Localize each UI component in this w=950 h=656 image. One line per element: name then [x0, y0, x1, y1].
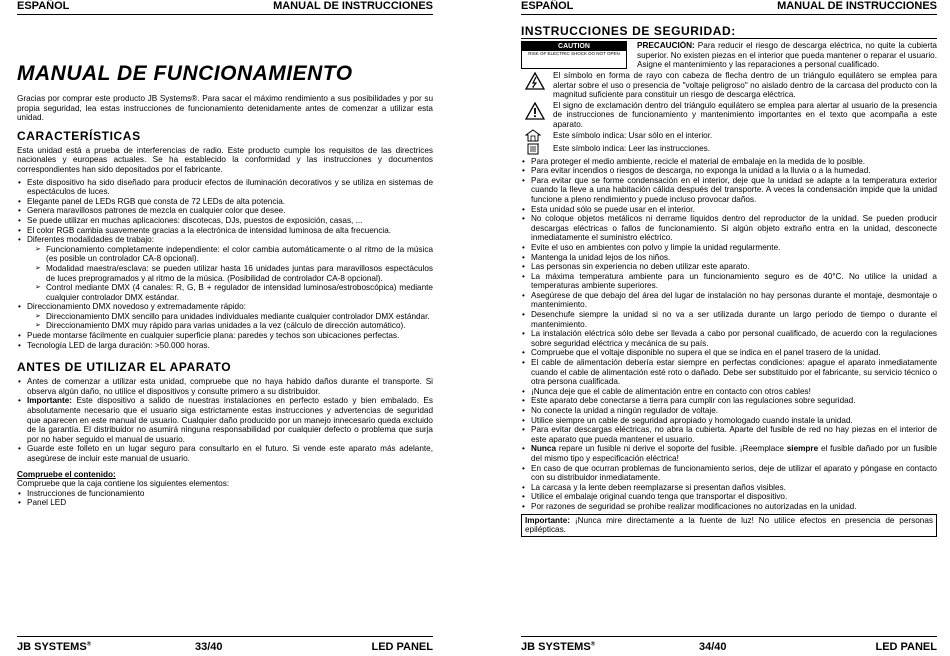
indoor-symbol-text: Este símbolo indica: Usar sólo en el interior. [553, 130, 713, 140]
list-item: ➢ Modalidad maestra/esclava: se pueden utilizar hasta 16 unidades juntas para maravillosos espectáculos de luces preprogramados y al ritmo de la música. (Posibilidad de controlador CA-8 opcional). [46, 264, 433, 283]
header-language: ESPAÑOL [17, 0, 70, 12]
page-header [521, 0, 937, 15]
list-item: • Nunca repare un fusible ni derive el soporte del fusible. ¡Reemplace siempre el fusible dañado por un fusible del mismo tipo y especificación eléctrica! [531, 444, 937, 463]
page-footer [521, 636, 937, 656]
page-left [17, 0, 433, 654]
check-contents-list [17, 489, 433, 508]
caution-label-graphic [521, 41, 627, 69]
list-item: • Guarde este folleto en un lugar seguro para consultarlo en el futuro. Si vende este aparato más adelante, asegúrese de incluir este manual de usuario. [27, 444, 433, 463]
footer-product: LED PANEL [371, 641, 433, 653]
list-item: • Por razones de seguridad se prohíbe realizar modificaciones no autorizadas en la unidad. [531, 502, 937, 512]
read-instructions-text: Este símbolo indica: Leer las instrucciones. [553, 143, 711, 153]
list-item: • Antes de comenzar a utilizar esta unidad, compruebe que no haya habido daños durante el transporte. Si observa algún daño, no utilice el dispositivos y consulte primero a su distribuidor. [27, 377, 433, 396]
modes-list [27, 245, 433, 303]
svg-text:i: i [537, 142, 540, 150]
check-contents-intro: Compruebe que la caja contiene los siguientes elementos: [17, 479, 230, 489]
page-right [521, 0, 937, 654]
dmx-label: Direccionamiento DMX novedoso y extremadamente rápido: [27, 302, 246, 312]
list-item: • Para evitar descargas eléctricas, no abra la cubierta. Aparte del fusible de red no hay piezas en el interior de este aparato que pueda mantener el usuario. [531, 425, 937, 444]
list-item: • Para evitar que se forme condensación en el interior, deje que la unidad se adapte a la temperatura exterior cuando la lleve a una habitación cálida después del transporte. A veces la condensación impide que la unidad funcione a pleno rendimiento y puede incluso provocar daños. [531, 176, 937, 205]
important-text: Este dispositivo a salido de nuestras instalaciones en perfecto estado y bien embalado. Es absolutamente necesario que el usuario siga estrictamente estas instrucciones y advertencias de seguridad que aparecen en este manual de usuario. Cualquier daño producido por un manejo innecesario queda excluido de la garantía. El distribuidor no asumirá ninguna responsabilidad por cualquier defecto o problema que surja por no haber seguido el manual de usuario. [27, 396, 433, 444]
intro-paragraph: Gracias por comprar este producto JB Systems®. Para sacar el máximo rendimiento a sus posibilidades y por su propia seguridad, lea estas instrucciones de funcionamiento detenidamente antes de comenzar a utilizar esta unidad. [17, 94, 433, 123]
list-item: • El cable de alimentación debería estar siempre en perfectas condiciones: apague el aparato inmediatamente cuando el cable de alimentación esté roto o dañado. Debe ser substituido por el fabricante, su servicio técnico o otra persona cualificada. [531, 358, 937, 387]
document-title: MANUAL DE FUNCIONAMIENTO [17, 62, 353, 85]
list-item: • No coloque objetos metálicos ni derrame líquidos dentro del reproductor de la unidad. Se pueden producir descargas eléctricas o fallos de funcionamiento. Si algún objeto extraño entra en la unidad, desconecte inmediatamente el suministro eléctrico. [531, 214, 937, 243]
read-instructions-row [521, 144, 937, 156]
list-item: • Este aparato debe conectarse a tierra para cumplir con las regulaciones sobre seguridad. [531, 396, 937, 406]
list-item: • Para proteger el medio ambiente, recicle el material de embalaje en la medida de lo posible. [531, 157, 937, 167]
list-item: • Para evitar incendios o riesgos de descarga, no exponga la unidad a la lluvia o a la humedad. [531, 166, 937, 176]
list-item: • Compruebe que el voltaje disponible no supera el que se indica en el panel trasero de la unidad. [531, 348, 937, 358]
list-item: • ¡Nunca deje que el cable de alimentación entre en contacto con otros cables! [531, 387, 937, 397]
list-item: • El color RGB cambia suavemente gracias a la electrónica de intensidad luminosa de alta frecuencia. [27, 226, 433, 236]
features-heading: CARACTERÍSTICAS [17, 128, 141, 143]
before-use-heading: ANTES DE UTILIZAR EL APARATO [17, 360, 232, 375]
list-item [27, 235, 433, 302]
page-footer [17, 636, 433, 656]
lightning-symbol-text: El símbolo en forma de rayo con cabeza de flecha dentro de un triángulo equilátero se emplea para alertar sobre el uso o presencia de "voltaje peligroso" no aislado dentro de la carcasa del producto con la magnitud suficiente para constituir un riesgo de descarga eléctrica. [553, 71, 937, 100]
important-label: Importante: [525, 515, 571, 525]
precaution-text: Para reducir el riesgo de descarga eléctrica, no quite la cubierta superior. No existen piezas en el interior que pueda mantener o reparar el usuario. Asigne el mantenimiento y las reparaciones a personal cualificado. [637, 41, 937, 70]
list-item: • Genera maravillosos patrones de mezcla en cualquier color que desee. [27, 206, 433, 216]
dmx-list [27, 312, 433, 331]
list-item: • En caso de que ocurran problemas de funcionamiento serios, deje de utilizar el aparato y póngase en contacto con su distribuidor inmediatamente. [531, 464, 937, 483]
page-body [521, 20, 937, 632]
indoor-use-house-icon [525, 129, 541, 142]
read-instructions-book-icon [525, 142, 541, 155]
header-language: ESPAÑOL [521, 0, 574, 12]
list-item: • La carcasa y la lente deben reemplazarse si presentan daños visibles. [531, 483, 937, 493]
caution-label-title: CAUTION [522, 42, 626, 51]
lightning-warning-icon [525, 72, 545, 90]
exclamation-symbol-row [521, 101, 937, 130]
footer-brand: JB SYSTEMS® [17, 641, 92, 653]
list-item: • Mantenga la unidad lejos de los niños. [531, 253, 937, 263]
list-item: • Esta unidad sólo se puede usar en el interior. [531, 205, 937, 215]
indoor-symbol-row [521, 131, 937, 143]
caution-label-text: RISK OF ELECTRIC SHOCK DO NOT OPEN [528, 51, 620, 56]
footer-page-number: 33/40 [195, 641, 223, 653]
list-item: • Se puede utilizar en muchas aplicaciones: discotecas, DJs, puestos de exposición, casas, ... [27, 216, 433, 226]
modes-label: Diferentes modalidades de trabajo: [27, 235, 154, 245]
list-item: • Panel LED [27, 498, 433, 508]
exclamation-symbol-text: El signo de exclamación dentro del triángulo equilátero se emplea para alertar al usuario de la presencia de instrucciones de funcionamiento y mantenimiento importantes en el texto que acompaña a este aparato. [553, 100, 937, 129]
list-item: • Desenchufe siempre la unidad si no va a ser utilizada durante un largo periodo de tiempo o durante el mantenimiento. [531, 310, 937, 329]
header-title: MANUAL DE INSTRUCCIONES [777, 0, 937, 12]
page-body [17, 20, 433, 632]
list-item: • Este dispositivo ha sido diseñado para producir efectos de iluminación decorativos y se utiliza en sistemas de espectáculos de luces. [27, 178, 433, 197]
before-use-list [17, 377, 433, 463]
list-item [27, 302, 433, 331]
precaution-label: PRECAUCIÓN: [637, 41, 695, 50]
footer-product: LED PANEL [875, 641, 937, 653]
list-item: ➢ Control mediante DMX (4 canales: R, G, B + regulador de intensidad luminosa/estroboscópica) mediante cualquier controlador DMX estándar. [46, 283, 433, 302]
list-item: • Instrucciones de funcionamiento [27, 489, 433, 499]
list-item: ➢ Direccionamiento DMX sencillo para unidades individuales mediante cualquier controlador DMX estándar. [46, 312, 433, 322]
list-item: ➢ Funcionamiento completamente independiente: el color cambia automáticamente o al ritmo de la música (es posible un controlador CA-8 opcional). [46, 245, 433, 264]
safety-list [521, 157, 937, 512]
footer-brand: JB SYSTEMS® [521, 641, 596, 653]
list-item: • No conecte la unidad a ningún regulador de voltaje. [531, 406, 937, 416]
important-label: Importante: [27, 396, 73, 406]
features-intro: Esta unidad está a prueba de interferencias de radio. Este producto cumple los requisitos de las directrices nacionales y europeas actuales. Se ha establecido la conformidad y las instrucciones y documentos correspondientes han sido depositados por el fabricante. [17, 145, 433, 174]
list-item: • Utilice siempre un cable de seguridad apropiado y homologado cuando instale la unidad. [531, 416, 937, 426]
list-item [27, 396, 433, 444]
list-item: • Elegante panel de LEDs RGB que consta de 72 LEDs de alta potencia. [27, 197, 433, 207]
caution-block [521, 41, 937, 70]
list-item: • Evite el uso en ambientes con polvo y limpie la unidad regularmente. [531, 243, 937, 253]
list-item: • Tecnología LED de larga duración: >50.000 horas. [27, 341, 433, 351]
exclamation-warning-icon [525, 102, 545, 120]
list-item: • Asegúrese de que debajo del área del lugar de instalación no hay personas durante el montaje, desmontaje o mantenimiento. [531, 291, 937, 310]
list-item: ➢ Direccionamiento DMX muy rápido para varias unidades a la vez (cálculo de dirección automático). [46, 321, 433, 331]
check-contents-heading: Compruebe el contenido: [17, 469, 116, 479]
list-item: • La instalación eléctrica sólo debe ser llevada a cabo por personal cualificado, de acuerdo con la regulaciones sobre seguridad eléctrica y mecánica de su país. [531, 329, 937, 348]
list-item: • Utilice el embalaje original cuando tenga que transportar el dispositivo. [531, 492, 937, 502]
safety-heading: INSTRUCCIONES DE SEGURIDAD: [521, 24, 937, 39]
lightning-symbol-row [521, 71, 937, 100]
features-list [17, 178, 433, 351]
page-header [17, 0, 433, 15]
important-warning-box [521, 514, 937, 537]
header-title: MANUAL DE INSTRUCCIONES [273, 0, 433, 12]
list-item: • Puede montarse fácilmente en cualquier superficie plana: paredes y techos son ubicaciones perfectas. [27, 331, 433, 341]
list-item: • La máxima temperatura ambiente para un funcionamiento seguro es de 40°C. No utilice la unidad a temperaturas ambiente superiores. [531, 272, 937, 291]
list-item: • Las personas sin experiencia no deben utilizar este aparato. [531, 262, 937, 272]
footer-page-number: 34/40 [699, 641, 727, 653]
important-text: ¡Nunca mire directamente a la fuente de luz! No utilice efectos en presencia de personas epilépticas. [525, 515, 933, 535]
